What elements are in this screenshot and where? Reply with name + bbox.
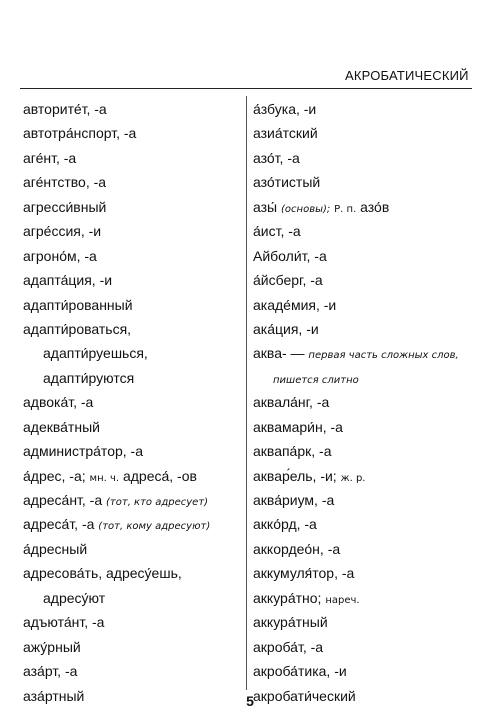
entry-headword: азо́т, -а — [253, 149, 300, 166]
entry-headword: а́йсберг, -а — [253, 272, 323, 289]
entry-headword: адапти́роваться, — [23, 320, 132, 337]
entry-headword: акробати́ческий — [253, 687, 356, 704]
entry-headword: адапти́руешься, — [43, 345, 148, 362]
entry-headword: а́дресный — [23, 540, 88, 557]
column-divider — [246, 96, 247, 690]
entry-headword: адресова́ть, адресу́ешь, — [23, 565, 182, 582]
dictionary-entry — [253, 443, 493, 467]
running-head: АКРОБАТИЧЕСКИЙ — [345, 68, 469, 83]
entry-form: адреса́, -ов — [122, 467, 197, 484]
entry-form: азо́в — [360, 198, 390, 215]
entry-headword: акко́рд, -а — [253, 516, 317, 533]
entry-headword: аквар́ель, -и; — [253, 467, 337, 484]
dictionary-entry — [23, 101, 239, 125]
entry-headword: адеква́тный — [23, 418, 100, 435]
entry-headword: азы́ — [253, 198, 278, 215]
dictionary-entry — [23, 541, 239, 565]
dictionary-entry — [23, 663, 239, 687]
entry-headword: аккура́тно; — [253, 589, 322, 606]
dictionary-entry — [23, 345, 239, 369]
dictionary-entry — [253, 272, 493, 296]
entry-headword: аккура́тный — [253, 614, 328, 631]
dictionary-entry — [253, 101, 493, 125]
dictionary-entry — [23, 150, 239, 174]
dictionary-entry — [23, 125, 239, 149]
dictionary-entry — [23, 394, 239, 418]
entry-headword: азиа́тский — [253, 125, 318, 142]
entry-headword: а́збука, -и — [253, 101, 317, 117]
dictionary-entry — [23, 419, 239, 443]
entry-note: первая часть сложных слов, — [308, 350, 459, 362]
entry-headword: аккумуля́тор, -а — [253, 565, 355, 582]
entry-headword: аква́риум, -а — [253, 492, 335, 508]
dictionary-entry — [253, 639, 493, 663]
entry-note: пишется слитно — [273, 374, 359, 386]
entry-headword: аквала́нг, -а — [253, 394, 330, 411]
entry-headword: ака́ция, -и — [253, 320, 319, 337]
dictionary-entry — [253, 590, 493, 614]
entry-grammar: мн. ч. — [89, 472, 120, 484]
entry-headword: агроно́м, -а — [23, 247, 97, 264]
dictionary-entry — [23, 199, 239, 223]
dictionary-entry — [253, 516, 493, 540]
dictionary-entry — [23, 565, 239, 589]
dictionary-entry — [253, 125, 493, 149]
entry-headword: агресси́вный — [23, 198, 107, 215]
dictionary-entry — [23, 590, 239, 614]
dictionary-entry — [23, 516, 239, 540]
right-column — [253, 101, 493, 712]
dictionary-entry — [23, 492, 239, 516]
dictionary-entry — [253, 345, 493, 369]
dictionary-entry — [253, 223, 493, 247]
dictionary-entry — [253, 565, 493, 589]
dictionary-entry — [253, 150, 493, 174]
dictionary-entry — [23, 443, 239, 467]
dictionary-entry — [23, 614, 239, 638]
entry-headword: а́дрес, -а; — [23, 467, 86, 484]
entry-headword: автотра́нспорт, -а — [23, 125, 137, 142]
entry-note: (тот, кому адресуют) — [98, 521, 211, 533]
entry-headword: аза́ртный — [23, 687, 85, 704]
dictionary-entry — [23, 370, 239, 394]
left-column — [23, 101, 239, 712]
entry-headword: аква- — — [253, 345, 305, 362]
dictionary-entry — [23, 639, 239, 663]
entry-headword: адапта́ция, -и — [23, 272, 113, 289]
dictionary-entry — [253, 174, 493, 198]
entry-note: (основы); — [281, 203, 331, 215]
dictionary-entry — [23, 468, 239, 492]
entry-headword: аза́рт, -а — [23, 663, 78, 680]
entry-headword: аге́нт, -а — [23, 149, 77, 166]
entry-headword: адвока́т, -а — [23, 394, 94, 411]
dictionary-entry — [253, 614, 493, 638]
entry-grammar: Р. п. — [334, 203, 357, 215]
dictionary-entry — [23, 248, 239, 272]
entry-headword: адапти́рованный — [23, 296, 133, 313]
entry-headword: азо́тистый — [253, 174, 321, 191]
entry-headword: адреса́т, -а — [23, 516, 95, 533]
entry-headword: аквамари́н, -а — [253, 418, 343, 435]
header-rule — [20, 88, 472, 89]
dictionary-entry — [253, 663, 493, 687]
entry-headword: аквапа́рк, -а — [253, 443, 332, 460]
entry-headword: адъюта́нт, -а — [23, 614, 105, 631]
entry-headword: ажу́рный — [23, 638, 81, 655]
entry-grammar: ж. р. — [340, 472, 366, 484]
entry-headword: акроба́т, -а — [253, 638, 324, 655]
dictionary-entry — [23, 321, 239, 345]
entry-headword: адапти́руются — [43, 369, 135, 386]
dictionary-entry — [253, 394, 493, 418]
entry-headword: а́ист, -а — [253, 223, 301, 240]
entry-headword: акроба́тика, -и — [253, 663, 347, 680]
dictionary-entry — [23, 297, 239, 321]
page-number: 5 — [246, 693, 254, 709]
dictionary-entry — [253, 370, 493, 394]
entry-headword: администра́тор, -а — [23, 443, 143, 460]
entry-headword: агре́ссия, -и — [23, 223, 102, 240]
dictionary-entry — [253, 321, 493, 345]
entry-headword: Айболи́т, -а — [253, 247, 327, 264]
entry-headword: авторите́т, -а — [23, 101, 107, 117]
dictionary-entry — [23, 174, 239, 198]
dictionary-entry — [253, 492, 493, 516]
entry-headword: адресу́ют — [43, 589, 106, 606]
dictionary-entry — [253, 199, 493, 223]
dictionary-entry — [253, 297, 493, 321]
dictionary-entry — [23, 223, 239, 247]
dictionary-entry — [253, 248, 493, 272]
entry-headword: акаде́мия, -и — [253, 296, 337, 313]
dictionary-entry — [253, 468, 493, 492]
entry-grammar: нареч. — [325, 594, 360, 606]
entry-headword: адреса́нт, -а — [23, 492, 103, 508]
entry-note: (тот, кто адресует) — [106, 497, 209, 508]
dictionary-entry — [253, 541, 493, 565]
entry-headword: аге́нтство, -а — [23, 174, 107, 191]
entry-headword: аккордео́н, -а — [253, 540, 341, 557]
dictionary-entry — [253, 419, 493, 443]
dictionary-entry — [23, 272, 239, 296]
